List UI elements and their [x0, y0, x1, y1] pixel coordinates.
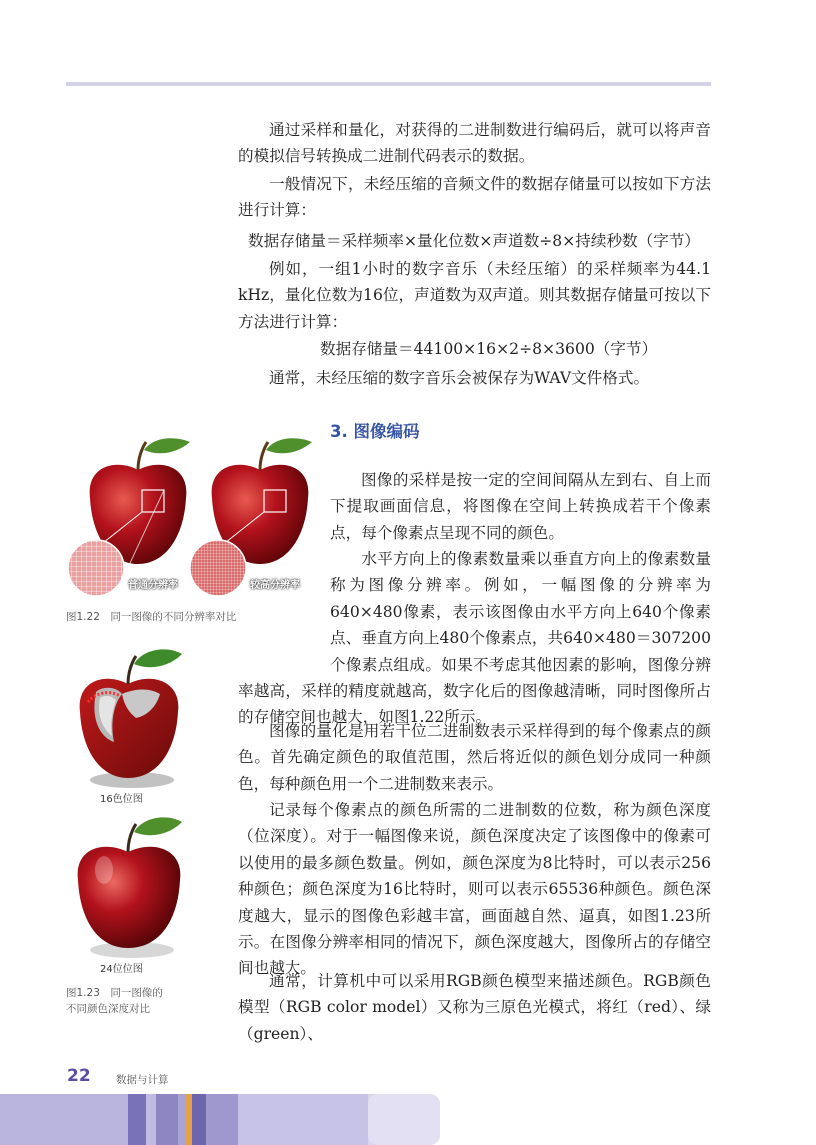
footer-decoration	[0, 1094, 440, 1145]
text-wrap-spacer	[238, 546, 330, 678]
paragraph-image-resolution: 水平方向上的像素数量乘以垂直方向上的像素数量称为图像分辨率。例如，一幅图像的分辨率为640×480像素，表示该图像由水平方向上640个像素点、垂直方向上480个像素点，共640×480＝307200个像素点组成。如果不考虑其他因素的影响，图像分辨率越高，采样的精度就越高，数字化后的图像越清晰，同时图像所占的存储空间也越大，如图1.22所示。	[238, 550, 711, 727]
header-rule	[66, 82, 711, 86]
paragraph-image-resolution-wrap	[238, 546, 711, 731]
formula-audio-storage: 数据存储量＝采样频率×量化位数×声道数÷8×持续秒数（字节）	[248, 232, 701, 250]
figure-1-23-16color-apple	[66, 642, 196, 792]
label-normal-resolution: 普通分辨率	[128, 580, 178, 591]
caption-figure-1-22: 图1.22 同一图像的不同分辨率对比	[66, 611, 237, 623]
paragraph-wav-format: 通常，未经压缩的数字音乐会被保存为WAV文件格式。	[269, 369, 650, 387]
paragraph-color-depth: 记录每个像素点的颜色所需的二进制数的位数，称为颜色深度（位深度）。对于一幅图像来说，颜色深度决定了该图像中的像素可以使用的最多颜色数量。例如，颜色深度为8比特时，可以表示256种颜色；颜色深度为16比特时，则可以表示65536种颜色。颜色深度越大，显示的图像色彩越丰富，画面越自然、逼真，如图1.23所示。在图像分辨率相同的情况下，颜色深度越大，图像所占的存储空间也越大。	[238, 801, 711, 978]
apple-normal-resolution	[68, 438, 190, 596]
section-heading-image-encoding: 3. 图像编码	[330, 422, 420, 441]
paragraph-image-sampling: 图像的采样是按一定的空间间隔从左到右、自上而下提取画面信息，将图像在空间上转换成若干个像素点，每个像素点呈现不同的颜色。	[330, 471, 711, 542]
paragraph-audio-storage-intro: 一般情况下，未经压缩的音频文件的数据存储量可以按如下方法进行计算：	[238, 175, 711, 220]
caption-figure-1-23-line1: 图1.23 同一图像的	[66, 987, 163, 999]
caption-figure-1-23-line2: 不同颜色深度对比	[66, 1003, 150, 1015]
label-16color-bitmap: 16色位图	[100, 794, 143, 805]
label-24bit-bitmap: 24位位图	[100, 964, 143, 975]
figure-1-23-24bit-apple	[66, 812, 196, 962]
formula-audio-example: 数据存储量＝44100×16×2÷8×3600（字节）	[320, 340, 658, 358]
page-number: 22	[67, 1066, 91, 1086]
paragraph-rgb-model: 通常，计算机中可以采用RGB颜色模型来描述颜色。RGB颜色模型（RGB color model）又称为三原色光模式，将红（red）、绿（green）、	[238, 972, 711, 1043]
book-title: 数据与计算	[116, 1074, 169, 1086]
label-higher-resolution: 较高分辨率	[250, 580, 300, 591]
paragraph-audio-example: 例如，一组1小时的数字音乐（未经压缩）的采样频率为44.1 kHz，量化位数为16位，声道数为双声道。则其数据存储量可按以下方法进行计算：	[238, 260, 711, 331]
paragraph-image-quantization: 图像的量化是用若干位二进制数表示采样得到的每个像素点的颜色。首先确定颜色的取值范围，然后将近似的颜色划分成同一种颜色，每种颜色用一个二进制数来表示。	[238, 722, 711, 793]
paragraph-encoding-sound: 通过采样和量化，对获得的二进制数进行编码后，就可以将声音的模拟信号转换成二进制代码表示的数据。	[238, 121, 711, 166]
